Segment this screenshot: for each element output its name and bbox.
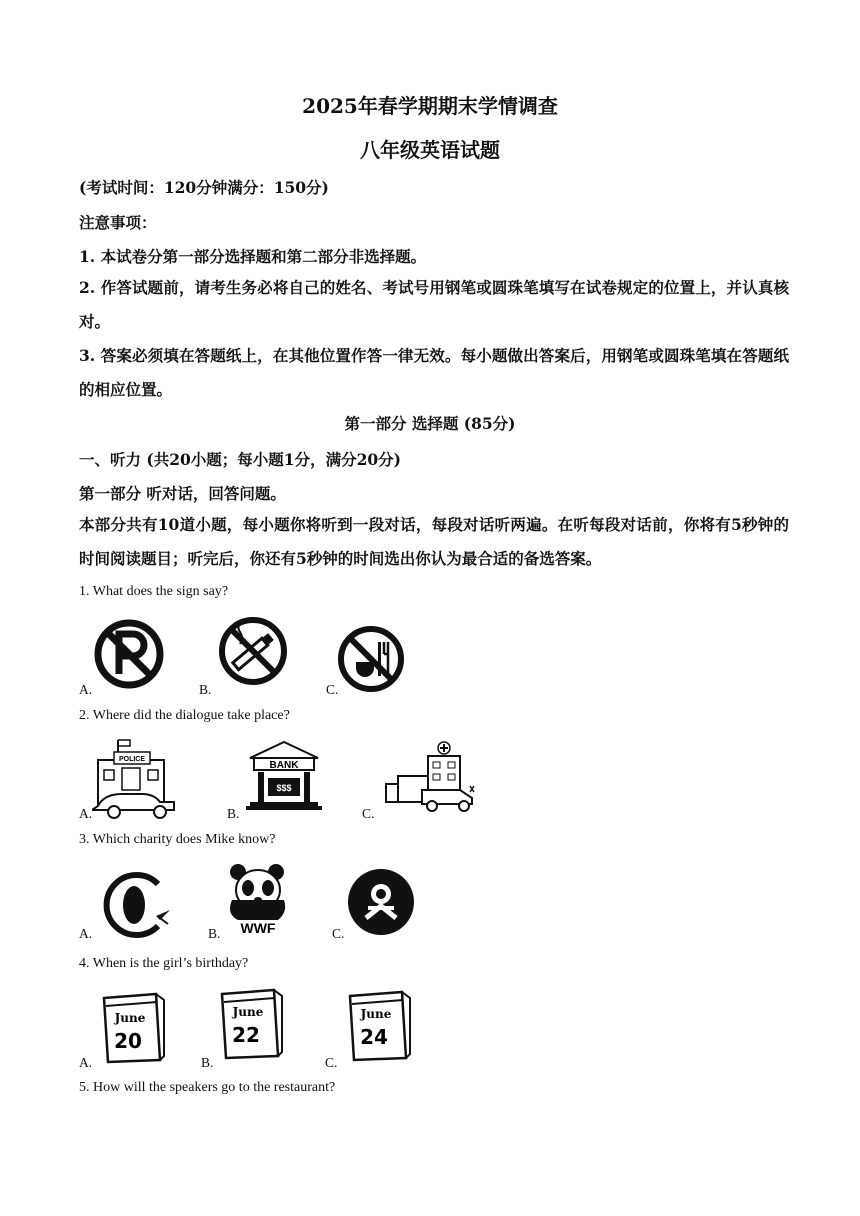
calendar-day: 20 bbox=[114, 1029, 142, 1053]
option-b: B. bbox=[208, 926, 221, 941]
no-parking-icon bbox=[93, 618, 165, 690]
option-a: A. bbox=[79, 1055, 93, 1070]
instructions: 本部分共有10道小题，每小题你将听到一段对话，每段对话听两遍。在听每段对话前，你将有5秒钟的时间阅读题目；听完后，你还有5秒钟的时间选出你认为最合适的备选答案。 bbox=[79, 515, 789, 568]
option-b: B. bbox=[201, 1055, 214, 1070]
question-4: 4. When is the girl’s birthday? bbox=[79, 956, 249, 971]
exam-info: (考试时间：120分钟满分：150分) bbox=[79, 178, 329, 197]
option-c: C. bbox=[325, 1055, 338, 1070]
calendar-month: June bbox=[114, 1011, 146, 1025]
hospital-icon bbox=[384, 740, 488, 814]
section-title: 一、听力 (共20小题；每小题1分，满分20分) bbox=[79, 450, 401, 469]
option-b: B. bbox=[227, 806, 240, 821]
police-sign-label: POLICE bbox=[118, 756, 146, 763]
bank-money-label: $$$ bbox=[276, 783, 292, 793]
option-c: C. bbox=[362, 806, 375, 821]
calendar-month: June bbox=[232, 1005, 264, 1019]
question-3: 3. Which charity does Mike know? bbox=[79, 832, 276, 847]
no-eating-icon bbox=[336, 624, 406, 694]
calendar-day: 22 bbox=[232, 1023, 260, 1047]
wwf-label: WWF bbox=[240, 920, 276, 936]
no-smoking-icon bbox=[216, 614, 290, 688]
option-a: A. bbox=[79, 806, 93, 821]
wwf-logo-icon bbox=[224, 860, 292, 936]
notice-item-3: 3. 答案必须填在答题纸上，在其他位置作答一律无效。每小题做出答案后，用钢笔或圆珠笔填在答题纸的相应位置。 bbox=[79, 346, 789, 399]
notice-item-2: 2. 作答试题前，请考生务必将自己的姓名、考试号用钢笔或圆珠笔填写在试卷规定的位置上，并认真核对。 bbox=[79, 278, 789, 331]
option-c: C. bbox=[332, 926, 345, 941]
calendar-june-20-icon bbox=[98, 990, 166, 1066]
page-subtitle: 八年级英语试题 bbox=[360, 138, 500, 162]
option-a: A. bbox=[79, 926, 93, 941]
notice-item-1: 1. 本试卷分第一部分选择题和第二部分非选择题。 bbox=[79, 247, 427, 266]
option-b: B. bbox=[199, 682, 212, 697]
oxfam-logo-icon bbox=[346, 866, 416, 938]
calendar-day: 24 bbox=[360, 1025, 388, 1049]
question-2: 2. Where did the dialogue take place? bbox=[79, 708, 290, 723]
calendar-june-24-icon bbox=[344, 988, 412, 1064]
page-title: 2025年春学期期末学情调查 bbox=[302, 94, 558, 118]
question-1: 1. What does the sign say? bbox=[79, 584, 229, 599]
option-a: A. bbox=[79, 682, 93, 697]
police-station-icon bbox=[92, 738, 182, 820]
question-5: 5. How will the speakers go to the restaurant? bbox=[79, 1080, 336, 1095]
subpart-title: 第一部分 听对话，回答问题。 bbox=[79, 484, 286, 503]
bank-sign-label: BANK bbox=[269, 760, 299, 771]
bank-icon bbox=[244, 738, 324, 812]
orbis-logo-icon bbox=[100, 870, 174, 940]
calendar-month: June bbox=[360, 1007, 392, 1021]
part-heading: 第一部分 选择题 (85分) bbox=[344, 414, 516, 433]
calendar-june-22-icon bbox=[216, 986, 284, 1062]
option-c: C. bbox=[326, 682, 339, 697]
notice-heading: 注意事项： bbox=[79, 213, 157, 232]
